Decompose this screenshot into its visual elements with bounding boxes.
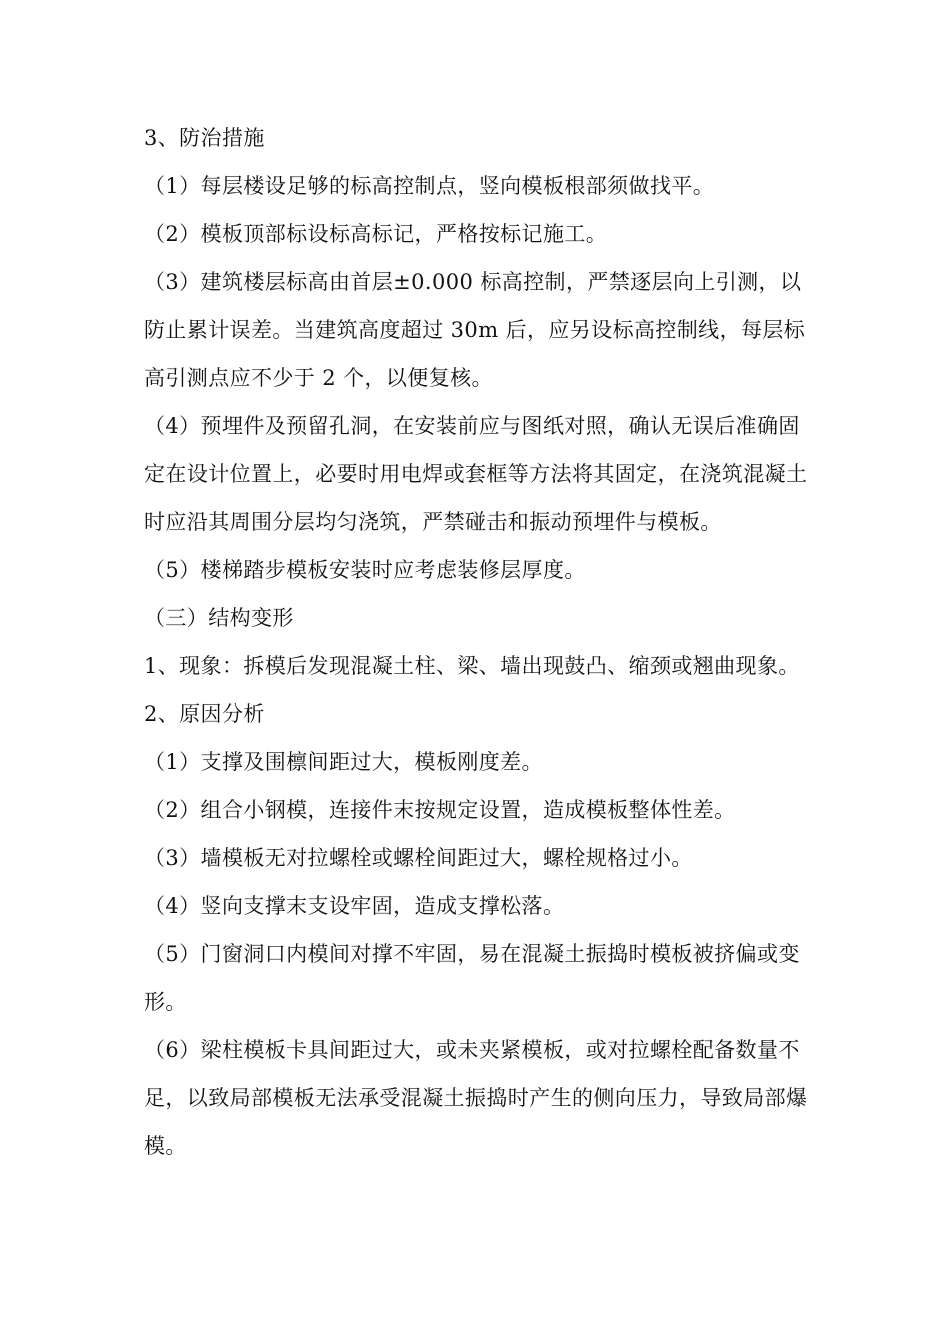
list-item: （6）梁柱模板卡具间距过大，或未夹紧模板，或对拉螺栓配备数量不足，以致局部模板无法承受混凝土振捣时产生的侧向压力，导致局部爆模。 (144, 1038, 808, 1158)
list-item: （2）模板顶部标设标高标记，严格按标记施工。 (144, 222, 608, 246)
section-heading-structural-deformation: （三）结构变形 (144, 606, 294, 630)
list-item: （4）竖向支撑末支设牢固，造成支撑松落。 (144, 894, 565, 918)
list-item: （3）建筑楼层标高由首层±0.000 标高控制，严禁逐层向上引测，以防止累计误差。当建筑高度超过 30m 后，应另设标高控制线，每层标高引测点应不少于 2 个，以便复核。 (144, 270, 806, 390)
section-heading-cause-analysis: 2、原因分析 (144, 702, 265, 726)
list-item: （3）墙模板无对拉螺栓或螺栓间距过大，螺栓规格过小。 (144, 846, 693, 870)
list-item: （1）支撑及围檩间距过大，模板刚度差。 (144, 750, 543, 774)
section-heading-prevention: 3、防治措施 (144, 126, 265, 150)
list-item: （4）预埋件及预留孔洞，在安装前应与图纸对照，确认无误后准确固定在设计位置上，必要时用电焊或套框等方法将其固定，在浇筑混凝土时应沿其周围分层均匀浇筑，严禁碰击和振动预埋件与模板。 (144, 414, 808, 534)
phenomenon-paragraph: 1、现象：拆模后发现混凝土柱、梁、墙出现鼓凸、缩颈或翘曲现象。 (144, 654, 800, 678)
list-item: （2）组合小钢模，连接件末按规定设置，造成模板整体性差。 (144, 798, 736, 822)
list-item: （5）门窗洞口内模间对撑不牢固，易在混凝土振捣时模板被挤偏或变形。 (144, 942, 800, 1014)
list-item: （5）楼梯踏步模板安装时应考虑装修层厚度。 (144, 558, 586, 582)
document-body (144, 114, 814, 1170)
list-item: （1）每层楼设足够的标高控制点，竖向模板根部须做找平。 (144, 174, 715, 198)
